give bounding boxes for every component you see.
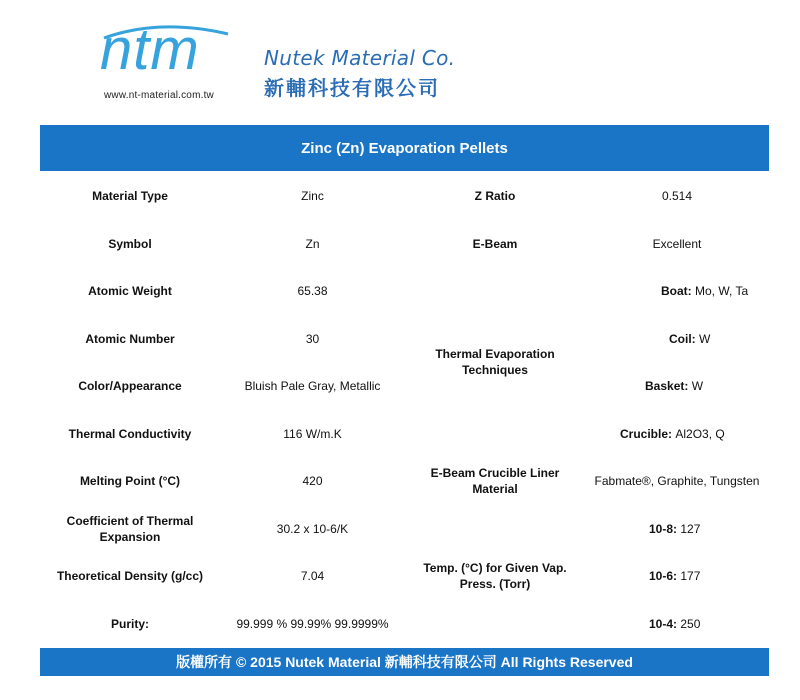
company-logo: [100, 17, 235, 108]
label-thermal-evaporation: Thermal Evaporation Techniques: [435, 347, 555, 377]
vap-press-10-6-value: 177: [680, 568, 701, 583]
thermal-evap-boat: [585, 267, 769, 314]
label-symbol: Symbol: [108, 236, 152, 251]
thermal-evap-coil-value: W: [699, 331, 711, 346]
company-name: [264, 46, 455, 101]
value-color-appearance: Bluish Pale Gray, Metallic: [244, 378, 381, 393]
label-thermal-expansion: Coefficient of Thermal Expansion: [66, 513, 194, 544]
page-title: Zinc (Zn) Evaporation Pellets: [40, 125, 769, 171]
thermal-evap-basket: [585, 362, 769, 409]
label-z-ratio: Z Ratio: [474, 188, 516, 203]
label-melting-point: Melting Point (°C): [79, 473, 181, 488]
value-material-type: Zinc: [301, 188, 324, 203]
vap-press-10-4: [585, 600, 769, 647]
value-melting-point: 420: [302, 473, 323, 488]
vap-press-10-4-key: 10-4:: [649, 616, 678, 631]
thermal-evap-coil-key: Coil:: [669, 331, 696, 346]
label-atomic-weight: Atomic Weight: [88, 283, 172, 298]
company-name-zh: 新輔科技有限公司: [264, 76, 440, 100]
thermal-evap-basket-key: Basket:: [645, 378, 689, 393]
vap-press-10-6-key: 10-6:: [649, 568, 678, 583]
label-purity: Purity:: [110, 616, 149, 631]
thermal-evap-boat-key: Boat:: [661, 283, 692, 298]
thermal-evap-coil: [585, 315, 769, 362]
value-atomic-number: 30: [305, 331, 320, 346]
vap-press-10-8-value: 127: [680, 521, 701, 536]
vap-press-10-8: [585, 505, 769, 552]
value-z-ratio: 0.514: [661, 188, 693, 203]
thermal-evap-crucible-key: Crucible:: [620, 426, 673, 441]
value-purity: 99.999 % 99.99% 99.9999%: [236, 616, 389, 631]
vap-press-10-6: [585, 552, 769, 599]
label-material-type: Material Type: [92, 188, 168, 203]
label-color-appearance: Color/Appearance: [78, 378, 182, 393]
value-symbol: Zn: [305, 236, 320, 251]
thermal-evap-crucible-value: Al2O3, Q: [675, 426, 725, 441]
copyright-footer: 版權所有 © 2015 Nutek Material 新輔科技有限公司 All Rights Reserved: [40, 648, 769, 676]
company-name-en: Nutek Material Co.: [264, 46, 456, 70]
vap-press-10-4-value: 250: [680, 616, 701, 631]
value-crucible-liner: Fabmate®, Graphite, Tungsten: [594, 473, 760, 488]
value-thermal-conductivity: 116 W/m.K: [283, 426, 342, 441]
label-ebeam: E-Beam: [472, 236, 518, 251]
thermal-evap-crucible: [585, 410, 769, 457]
label-density: Theoretical Density (g/cc): [56, 568, 204, 583]
value-atomic-weight: 65.38: [297, 283, 328, 298]
label-thermal-conductivity: Thermal Conductivity: [68, 426, 192, 441]
logo-wordmark: ntm: [100, 17, 200, 82]
thermal-evap-boat-value: Mo, W, Ta: [695, 283, 749, 298]
value-thermal-expansion: 30.2 x 10-6/K: [276, 521, 349, 536]
logo-url: www.nt-material.com.tw: [104, 90, 214, 101]
value-density: 7.04: [300, 568, 325, 583]
label-crucible-liner: E-Beam Crucible Liner Material: [430, 465, 560, 496]
label-vapor-pressure: Temp. (°C) for Given Vap. Press. (Torr): [423, 561, 567, 591]
label-atomic-number: Atomic Number: [85, 331, 175, 346]
vap-press-10-8-key: 10-8:: [649, 521, 678, 536]
value-ebeam: Excellent: [652, 236, 702, 251]
properties-table: [40, 172, 769, 648]
header: [0, 0, 800, 124]
thermal-evap-basket-value: W: [691, 378, 704, 393]
